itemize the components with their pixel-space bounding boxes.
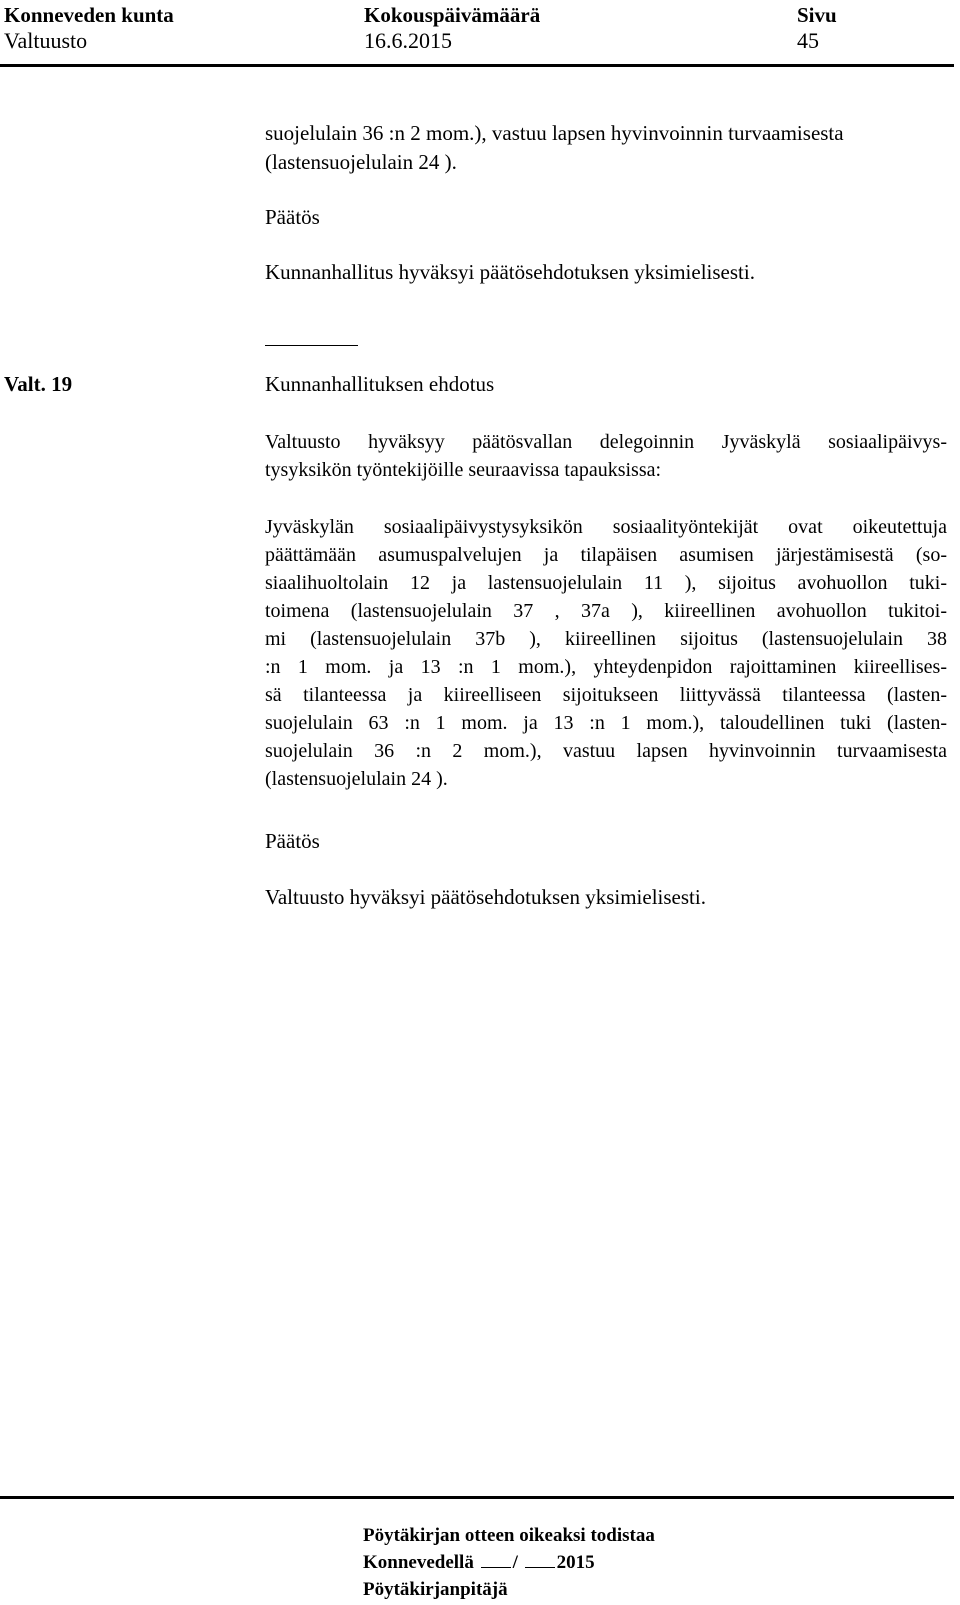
body-line: Jyväskylän sosiaalipäivystysyksikön sosiaalityöntekijät ovat oikeutettuja	[265, 516, 947, 538]
date-slash: /	[512, 1552, 518, 1573]
page-label: Sivu	[797, 3, 837, 27]
body-line: päättämään asumuspalvelujen ja tilapäisen asumisen järjestämisestä (so-	[265, 544, 947, 566]
body-line: :n 1 mom. ja 13 :n 1 mom.), yhteydenpidon rajoittaminen kiireellises-	[265, 656, 947, 678]
attestation-place-date	[363, 1549, 655, 1576]
intro-line: Valtuusto hyväksyy päätösvallan delegoinnin Jyväskylä sosiaalipäivys-	[265, 431, 947, 453]
attestation-block	[363, 1522, 655, 1603]
body-line: siaalihuoltolain 12 ja lastensuojelulain 11 ), sijoitus avohuollon tuki-	[265, 572, 947, 594]
intro-paragraph	[265, 428, 947, 484]
carryover-decision-heading: Päätös	[265, 205, 320, 229]
meeting-body: Valtuusto	[4, 28, 88, 53]
body-line: suojelulain 36 :n 2 mom.), vastuu lapsen hyvinvoinnin turvaamisesta	[265, 740, 947, 762]
carryover-line-1: suojelulain 36 :n 2 mom.), vastuu lapsen hyvinvoinnin turvaamisesta	[265, 121, 844, 145]
body-line: mi (lastensuojelulain 37b ), kiireellinen sijoitus (lastensuojelulain 38	[265, 628, 947, 650]
decision-heading: Päätös	[265, 829, 320, 853]
attestation-signer: Pöytäkirjanpitäjä	[363, 1579, 508, 1600]
meeting-date: 16.6.2015	[364, 28, 452, 53]
municipality-name: Konneveden kunta	[4, 3, 174, 27]
decision-text: Valtuusto hyväksyi päätösehdotuksen yksimielisesti.	[265, 885, 706, 909]
attestation-year: 2015	[556, 1552, 595, 1573]
day-blank	[481, 1549, 511, 1568]
body-line: sä tilanteessa ja kiireelliseen sijoitukseen liittyvässä tilanteessa (lasten-	[265, 684, 947, 706]
attestation-place: Konnevedellä	[363, 1552, 474, 1573]
footer-divider	[0, 1496, 954, 1499]
paragraph-number: Valt. 19	[4, 372, 73, 396]
body-line: suojelulain 63 :n 1 mom. ja 13 :n 1 mom.), taloudellinen tuki (lasten-	[265, 712, 947, 734]
carryover-line-2: (lastensuojelulain 24 ).	[265, 150, 457, 174]
section-heading: Kunnanhallituksen ehdotus	[265, 372, 495, 396]
body-line: toimena (lastensuojelulain 37 , 37a ), kiireellinen avohuollon tukitoi-	[265, 600, 947, 622]
date-label: Kokouspäivämäärä	[364, 3, 541, 27]
intro-line: tysyksikön työntekijöille seuraavissa tapauksissa:	[265, 459, 662, 481]
carryover-decision-text: Kunnanhallitus hyväksyi päätösehdotuksen yksimielisesti.	[265, 260, 755, 284]
section-separator	[265, 345, 358, 346]
page-number: 45	[797, 28, 819, 53]
attestation-title: Pöytäkirjan otteen oikeaksi todistaa	[363, 1525, 655, 1546]
body-line: (lastensuojelulain 24 ).	[265, 768, 448, 790]
page-header	[0, 0, 960, 70]
header-divider	[0, 64, 954, 67]
month-blank	[525, 1549, 555, 1568]
delegation-paragraph	[265, 513, 947, 793]
